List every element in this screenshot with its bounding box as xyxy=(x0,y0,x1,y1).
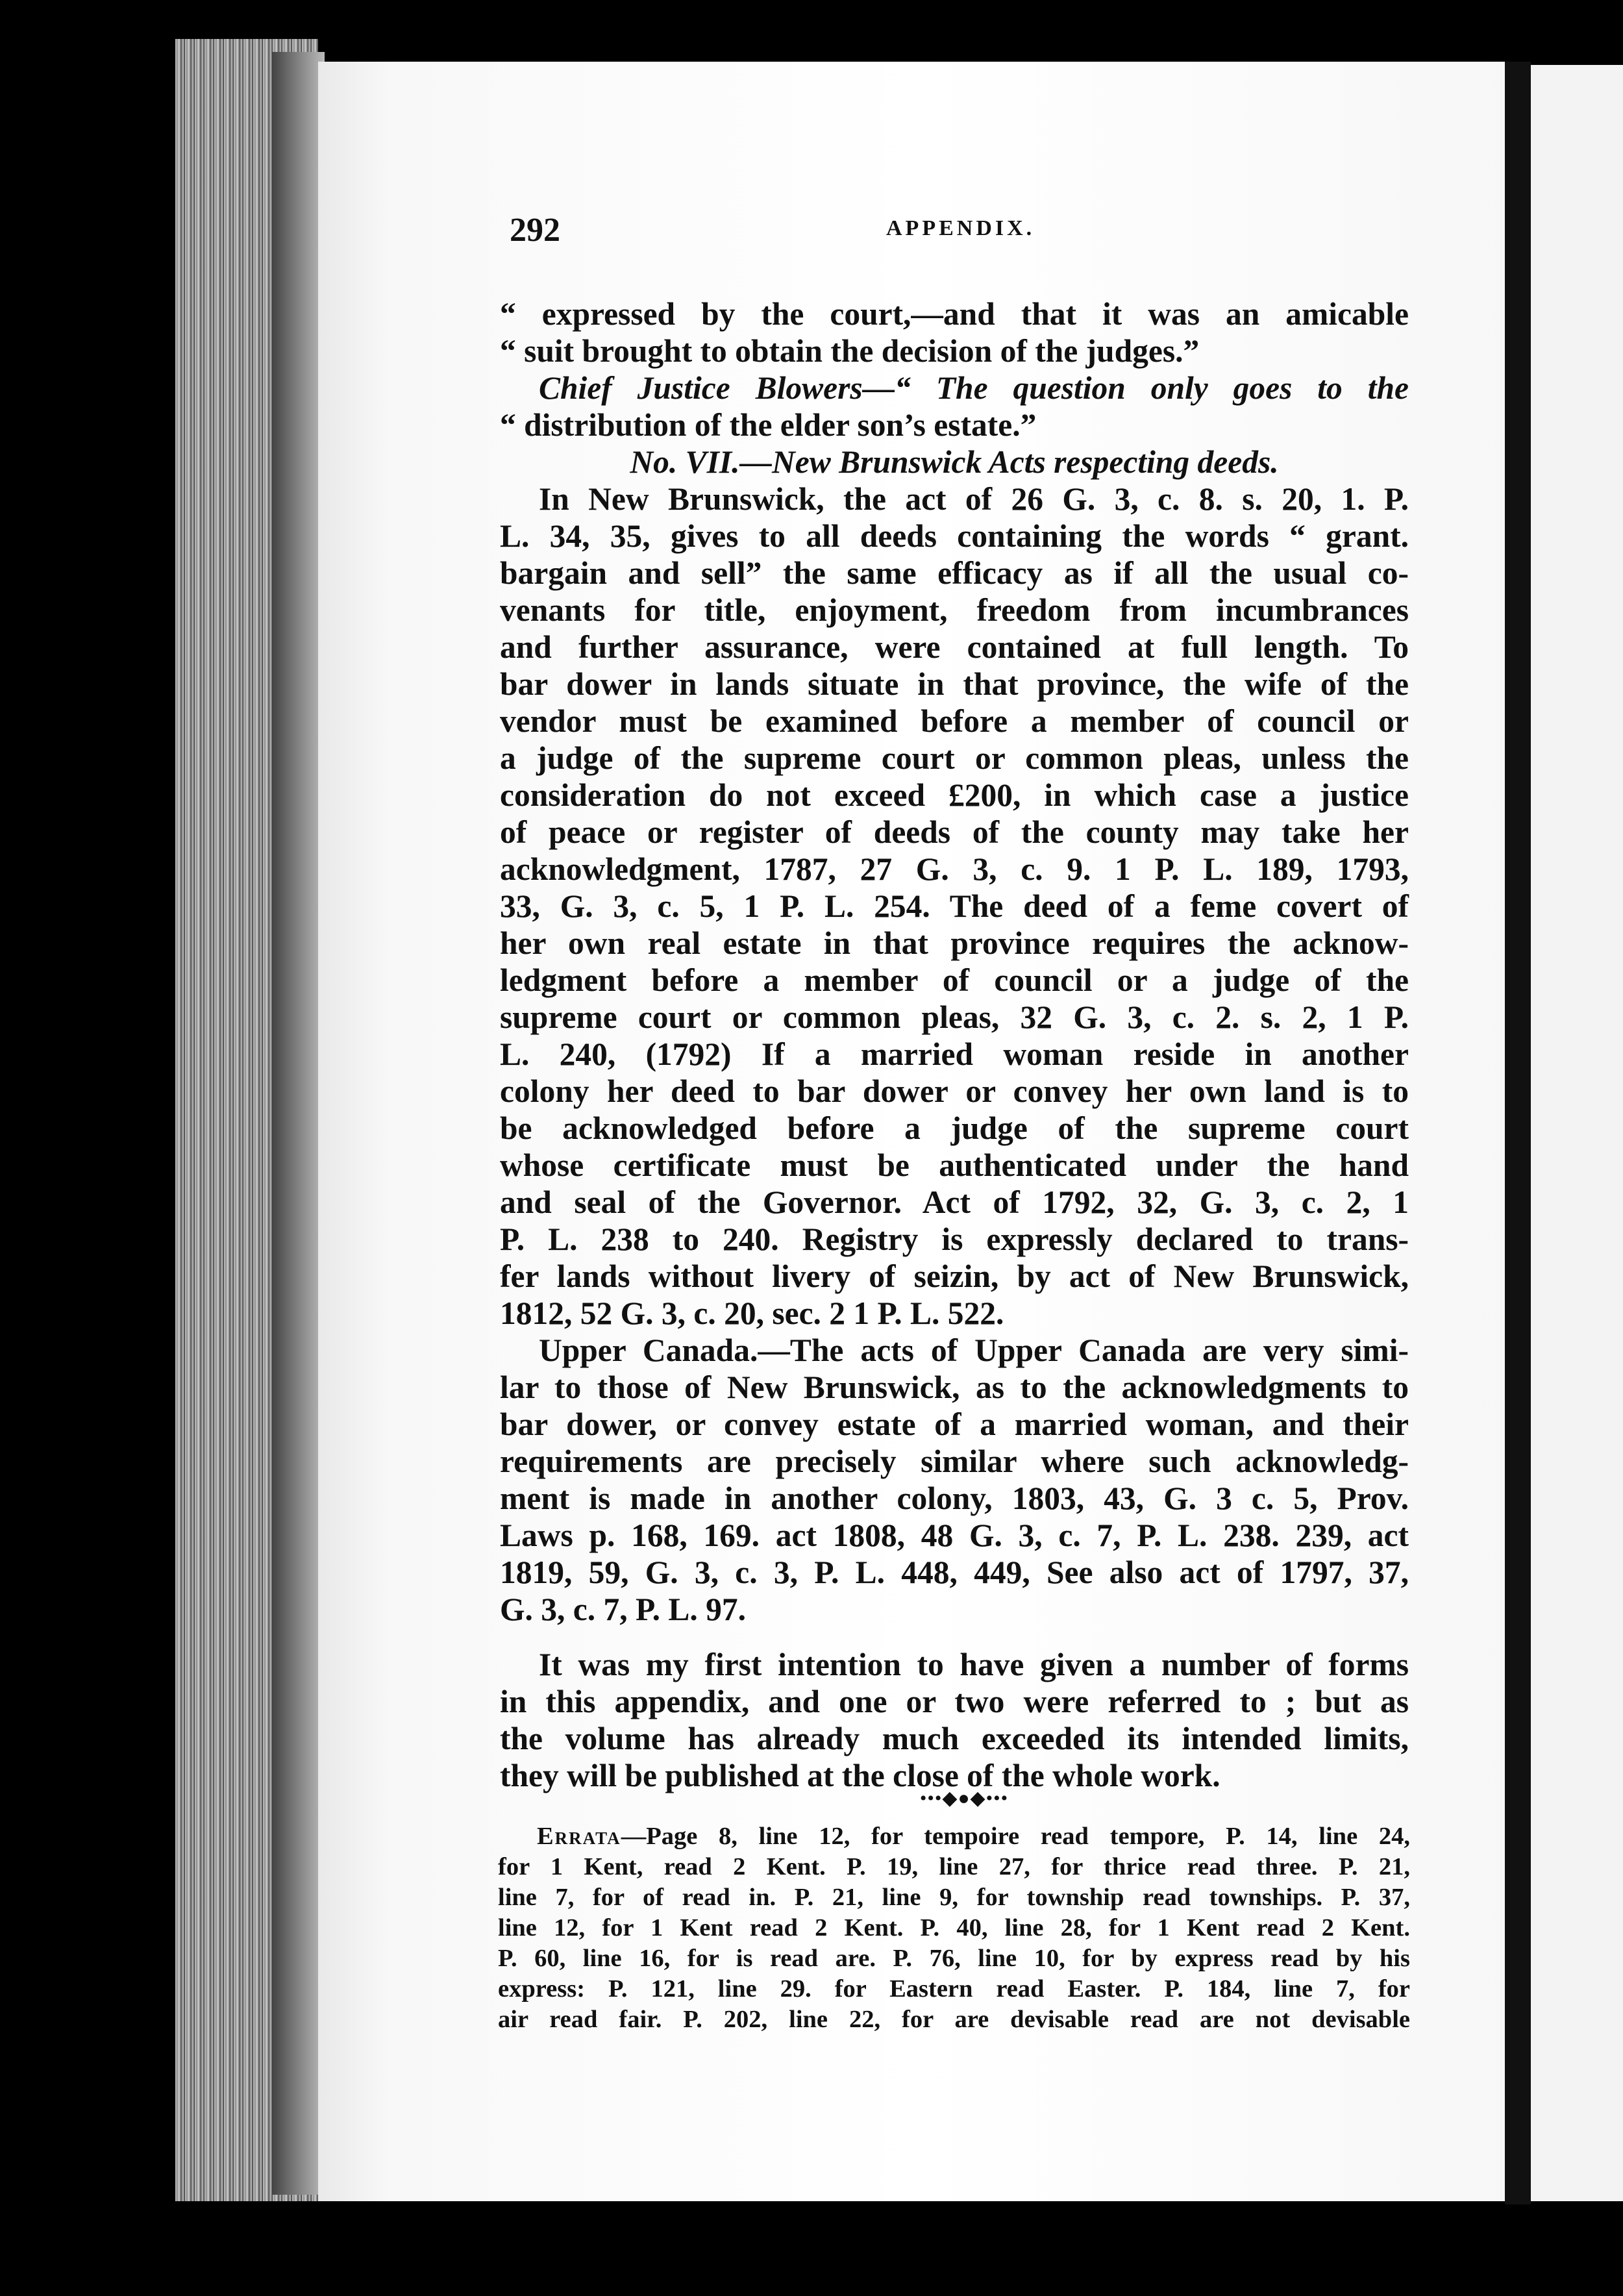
errata-line xyxy=(498,1821,1410,1852)
text-line: of peace or register of deeds of the county may take her xyxy=(500,814,1409,850)
errata-line: for 1 Kent, read 2 Kent. P. 19, line 27, for thrice read three. P. 21, xyxy=(498,1853,1410,1880)
section-heading: No. VII.—New Brunswick Acts respecting deeds. xyxy=(630,444,1279,480)
closing-line: they will be published at the close of the whole work. xyxy=(500,1758,1220,1793)
errata-line: express: P. 121, line 29. for Eastern read Easter. P. 184, line 7, for xyxy=(498,1975,1410,2003)
text-line: “ expressed by the court,—and that it was an amicable xyxy=(500,296,1409,332)
text-line: her own real estate in that province requires the acknow- xyxy=(500,925,1409,961)
text-line: 1819, 59, G. 3, c. 3, P. L. 448, 449, See also act of 1797, 37, xyxy=(500,1554,1409,1590)
text-line: “ suit brought to obtain the decision of the judges.” xyxy=(500,333,1200,369)
ornament-divider: •••◆●◆••• xyxy=(919,1788,1009,1809)
text-line: supreme court or common pleas, 32 G. 3, c. 2. s. 2, 1 P. xyxy=(500,999,1409,1035)
text-line: lar to those of New Brunswick, as to the acknowledgments to xyxy=(500,1369,1409,1405)
errata-label: Errata xyxy=(537,1823,621,1850)
text-line: bar dower in lands situate in that province, the wife of the xyxy=(500,666,1409,702)
closing-line: in this appendix, and one or two were referred to ; but as xyxy=(500,1684,1409,1719)
text-line: Upper Canada.—The acts of Upper Canada are very simi- xyxy=(539,1332,1409,1368)
page-number: 292 xyxy=(510,212,560,249)
errata-line: line 7, for of read in. P. 21, line 9, for township read townships. P. 37, xyxy=(498,1884,1410,1911)
text-line: be acknowledged before a judge of the supreme court xyxy=(500,1110,1409,1146)
page-divider xyxy=(1505,62,1531,2204)
text-line: ment is made in another colony, 1803, 43, G. 3 c. 5, Prov. xyxy=(500,1480,1409,1516)
errata-line: air read fair. P. 202, line 22, for are devisable read are not devisable xyxy=(498,2006,1410,2033)
text-line: requirements are precisely similar where such acknowledg- xyxy=(500,1443,1409,1479)
running-head: APPENDIX. xyxy=(886,216,1035,240)
text-line: consideration do not exceed £200, in which case a justice xyxy=(500,777,1409,813)
text-line: and further assurance, were contained at full length. To xyxy=(500,629,1409,665)
text-line: P. L. 238 to 240. Registry is expressly declared to trans- xyxy=(500,1221,1409,1257)
text-line: bar dower, or convey estate of a married woman, and their xyxy=(500,1406,1409,1442)
text-line: L. 240, (1792) If a married woman reside in another xyxy=(500,1036,1409,1072)
text-line: colony her deed to bar dower or convey her own land is to xyxy=(500,1073,1409,1109)
text-line: L. 34, 35, gives to all deeds containing the words “ grant. xyxy=(500,518,1409,554)
text-line: 1812, 52 G. 3, c. 20, sec. 2 1 P. L. 522. xyxy=(500,1295,1004,1331)
closing-line: the volume has already much exceeded its intended limits, xyxy=(500,1721,1409,1756)
body-text xyxy=(500,295,1409,1794)
text-line: In New Brunswick, the act of 26 G. 3, c. 8. s. 20, 1. P. xyxy=(539,481,1409,517)
text-line: fer lands without livery of seizin, by act of New Brunswick, xyxy=(500,1258,1409,1294)
page-header xyxy=(510,211,1406,256)
text-line: ledgment before a member of council or a judge of the xyxy=(500,962,1409,998)
paragraph-gap xyxy=(500,1628,1409,1646)
text-line: bargain and sell” the same efficacy as if all the usual co- xyxy=(500,555,1409,591)
gutter-shadow xyxy=(273,52,325,2195)
text-line: a judge of the supreme court or common pleas, unless the xyxy=(500,740,1409,776)
text-line: Laws p. 168, 169. act 1808, 48 G. 3, c. 7, P. L. 238. 239, act xyxy=(500,1517,1409,1553)
text-line: and seal of the Governor. Act of 1792, 32, G. 3, c. 2, 1 xyxy=(500,1184,1409,1220)
text-line: acknowledgment, 1787, 27 G. 3, c. 9. 1 P. L. 189, 1793, xyxy=(500,851,1409,887)
text-line: G. 3, c. 7, P. L. 97. xyxy=(500,1591,747,1627)
facing-page-edge xyxy=(1531,65,1623,2201)
text-line: venants for title, enjoyment, freedom from incumbrances xyxy=(500,592,1409,628)
errata-line: line 12, for 1 Kent read 2 Kent. P. 40, line 28, for 1 Kent read 2 Kent. xyxy=(498,1914,1410,1941)
errata-block xyxy=(498,1821,1410,2035)
text-line: whose certificate must be authenticated under the hand xyxy=(500,1147,1409,1183)
errata-line: P. 60, line 16, for is read are. P. 76, line 10, for by express read by his xyxy=(498,1945,1410,1972)
errata-text: —Page 8, line 12, for tempoire read tempore, P. 14, line 24, xyxy=(621,1823,1410,1850)
text-line: “ distribution of the elder son’s estate.” xyxy=(500,407,1037,443)
text-line: 33, G. 3, c. 5, 1 P. L. 254. The deed of a feme covert of xyxy=(500,888,1409,924)
closing-line: It was my first intention to have given a number of forms xyxy=(539,1647,1409,1682)
text-line: vendor must be examined before a member of council or xyxy=(500,703,1409,739)
text-line: Chief Justice Blowers—“ The question only goes to the xyxy=(539,370,1409,406)
